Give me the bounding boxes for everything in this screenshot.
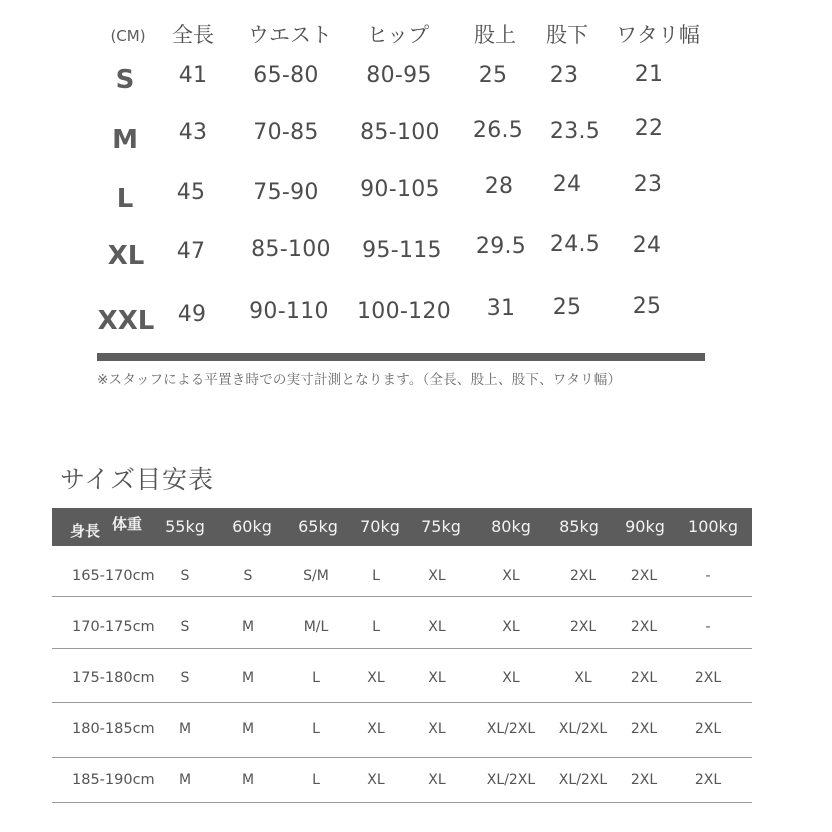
size-cell: XL bbox=[428, 619, 446, 635]
height-cell: 175-180cm bbox=[72, 670, 155, 686]
size-cell: XL bbox=[367, 772, 385, 788]
size-cell: XL bbox=[502, 568, 520, 584]
size-cell: 2XL bbox=[694, 721, 722, 737]
cell: 70-85 bbox=[253, 120, 319, 145]
cell: 80-95 bbox=[366, 63, 432, 88]
cell: 75-90 bbox=[253, 180, 319, 205]
cell: 100-120 bbox=[356, 299, 452, 324]
size-cell: XL bbox=[428, 568, 446, 584]
height-label: 身長 bbox=[70, 522, 101, 540]
size-cell: M bbox=[241, 619, 255, 635]
cell: 28 bbox=[484, 174, 514, 199]
cell: 22 bbox=[634, 116, 664, 141]
table-row bbox=[52, 703, 752, 758]
height-cell: 165-170cm bbox=[72, 568, 155, 584]
column-header-waist: ウエスト bbox=[248, 23, 332, 47]
size-cell: 2XL bbox=[569, 568, 597, 584]
size-cell: L bbox=[312, 772, 320, 788]
cell: 25 bbox=[632, 294, 662, 319]
size-cell: M bbox=[241, 772, 255, 788]
table-row bbox=[52, 649, 752, 703]
size-label: M bbox=[112, 125, 138, 155]
size-cell: M bbox=[178, 721, 192, 737]
size-cell: S bbox=[180, 619, 190, 635]
size-cell: L bbox=[312, 670, 320, 686]
size-cell: M bbox=[241, 721, 255, 737]
cell: 85-100 bbox=[360, 120, 440, 145]
cell: 49 bbox=[177, 302, 207, 327]
table-header bbox=[52, 508, 752, 546]
size-cell: XL/2XL bbox=[486, 772, 536, 788]
weight-header: 85kg bbox=[559, 517, 599, 536]
cell: 21 bbox=[634, 62, 664, 87]
cell: 24 bbox=[632, 233, 662, 258]
column-header-total-length: 全長 bbox=[172, 23, 214, 47]
cell: 90-110 bbox=[249, 299, 329, 324]
height-cell: 180-185cm bbox=[72, 721, 155, 737]
cell: 24 bbox=[552, 172, 582, 197]
height-cell: 185-190cm bbox=[72, 772, 155, 788]
size-cell: XL bbox=[428, 670, 446, 686]
size-label: L bbox=[116, 184, 134, 214]
weight-header: 65kg bbox=[298, 517, 338, 536]
weight-label: 体重 bbox=[112, 515, 143, 533]
cell: 47 bbox=[176, 239, 206, 264]
cell: 90-105 bbox=[360, 177, 440, 202]
size-cell: XL/2XL bbox=[558, 772, 608, 788]
weight-header: 100kg bbox=[688, 517, 738, 536]
table-row bbox=[52, 758, 752, 803]
size-cell: S/M bbox=[303, 568, 329, 584]
height-cell: 170-175cm bbox=[72, 619, 155, 635]
column-header-inseam: 股下 bbox=[546, 23, 588, 47]
size-cell: M bbox=[178, 772, 192, 788]
cell: 23 bbox=[633, 172, 663, 197]
size-label: S bbox=[115, 65, 135, 95]
size-cell: S bbox=[180, 670, 190, 686]
weight-header: 75kg bbox=[421, 517, 461, 536]
size-cell: XL bbox=[367, 670, 385, 686]
section-title: サイズ目安表 bbox=[60, 465, 215, 494]
size-cell: S bbox=[180, 568, 190, 584]
table-row bbox=[52, 546, 752, 597]
size-cell: XL bbox=[367, 721, 385, 737]
size-cell: 2XL bbox=[630, 670, 658, 686]
size-cell: XL bbox=[428, 721, 446, 737]
size-cell: XL bbox=[428, 772, 446, 788]
size-cell: 2XL bbox=[630, 772, 658, 788]
size-cell: 2XL bbox=[630, 619, 658, 635]
size-cell: S bbox=[243, 568, 253, 584]
weight-header: 90kg bbox=[625, 517, 665, 536]
size-label: XXL bbox=[97, 306, 155, 336]
size-cell: - bbox=[705, 568, 711, 584]
size-cell: 2XL bbox=[630, 721, 658, 737]
size-cell: L bbox=[372, 619, 380, 635]
cell: 65-80 bbox=[253, 63, 319, 88]
size-cell: XL bbox=[574, 670, 592, 686]
cell: 29.5 bbox=[475, 234, 527, 259]
unit-label: (CM) bbox=[110, 27, 146, 45]
size-cell: M bbox=[241, 670, 255, 686]
cell: 85-100 bbox=[251, 237, 331, 262]
cell: 25 bbox=[478, 63, 508, 88]
cell: 95-115 bbox=[362, 238, 442, 263]
size-cell: 2XL bbox=[694, 670, 722, 686]
cell: 23 bbox=[549, 63, 579, 88]
size-cell: L bbox=[372, 568, 380, 584]
weight-header: 55kg bbox=[165, 517, 205, 536]
table-row bbox=[52, 597, 752, 649]
size-cell: 2XL bbox=[694, 772, 722, 788]
measurement-note: ※スタッフによる平置き時での実寸計測となります。（全長、股上、股下、ワタリ幅） bbox=[97, 372, 622, 388]
cell: 24.5 bbox=[549, 232, 601, 257]
cell: 23.5 bbox=[549, 119, 601, 144]
cell: 26.5 bbox=[472, 118, 524, 143]
size-cell: XL/2XL bbox=[558, 721, 608, 737]
cell: 43 bbox=[178, 120, 208, 145]
weight-header: 70kg bbox=[360, 517, 400, 536]
weight-header: 60kg bbox=[232, 517, 272, 536]
size-label: XL bbox=[107, 241, 145, 271]
column-header-rise: 股上 bbox=[474, 23, 516, 47]
size-cell: L bbox=[312, 721, 320, 737]
column-header-hip: ヒップ bbox=[366, 23, 430, 47]
size-cell: 2XL bbox=[569, 619, 597, 635]
size-cell: 2XL bbox=[630, 568, 658, 584]
column-header-thigh-width: ワタリ幅 bbox=[616, 23, 700, 47]
cell: 31 bbox=[486, 296, 516, 321]
cell: 25 bbox=[552, 295, 582, 320]
weight-header: 80kg bbox=[491, 517, 531, 536]
cell: 41 bbox=[178, 63, 208, 88]
size-cell: M/L bbox=[303, 619, 329, 635]
size-cell: - bbox=[705, 619, 711, 635]
divider-bar bbox=[97, 353, 705, 361]
cell: 45 bbox=[176, 180, 206, 205]
size-cell: XL bbox=[502, 619, 520, 635]
size-cell: XL/2XL bbox=[486, 721, 536, 737]
size-cell: XL bbox=[502, 670, 520, 686]
